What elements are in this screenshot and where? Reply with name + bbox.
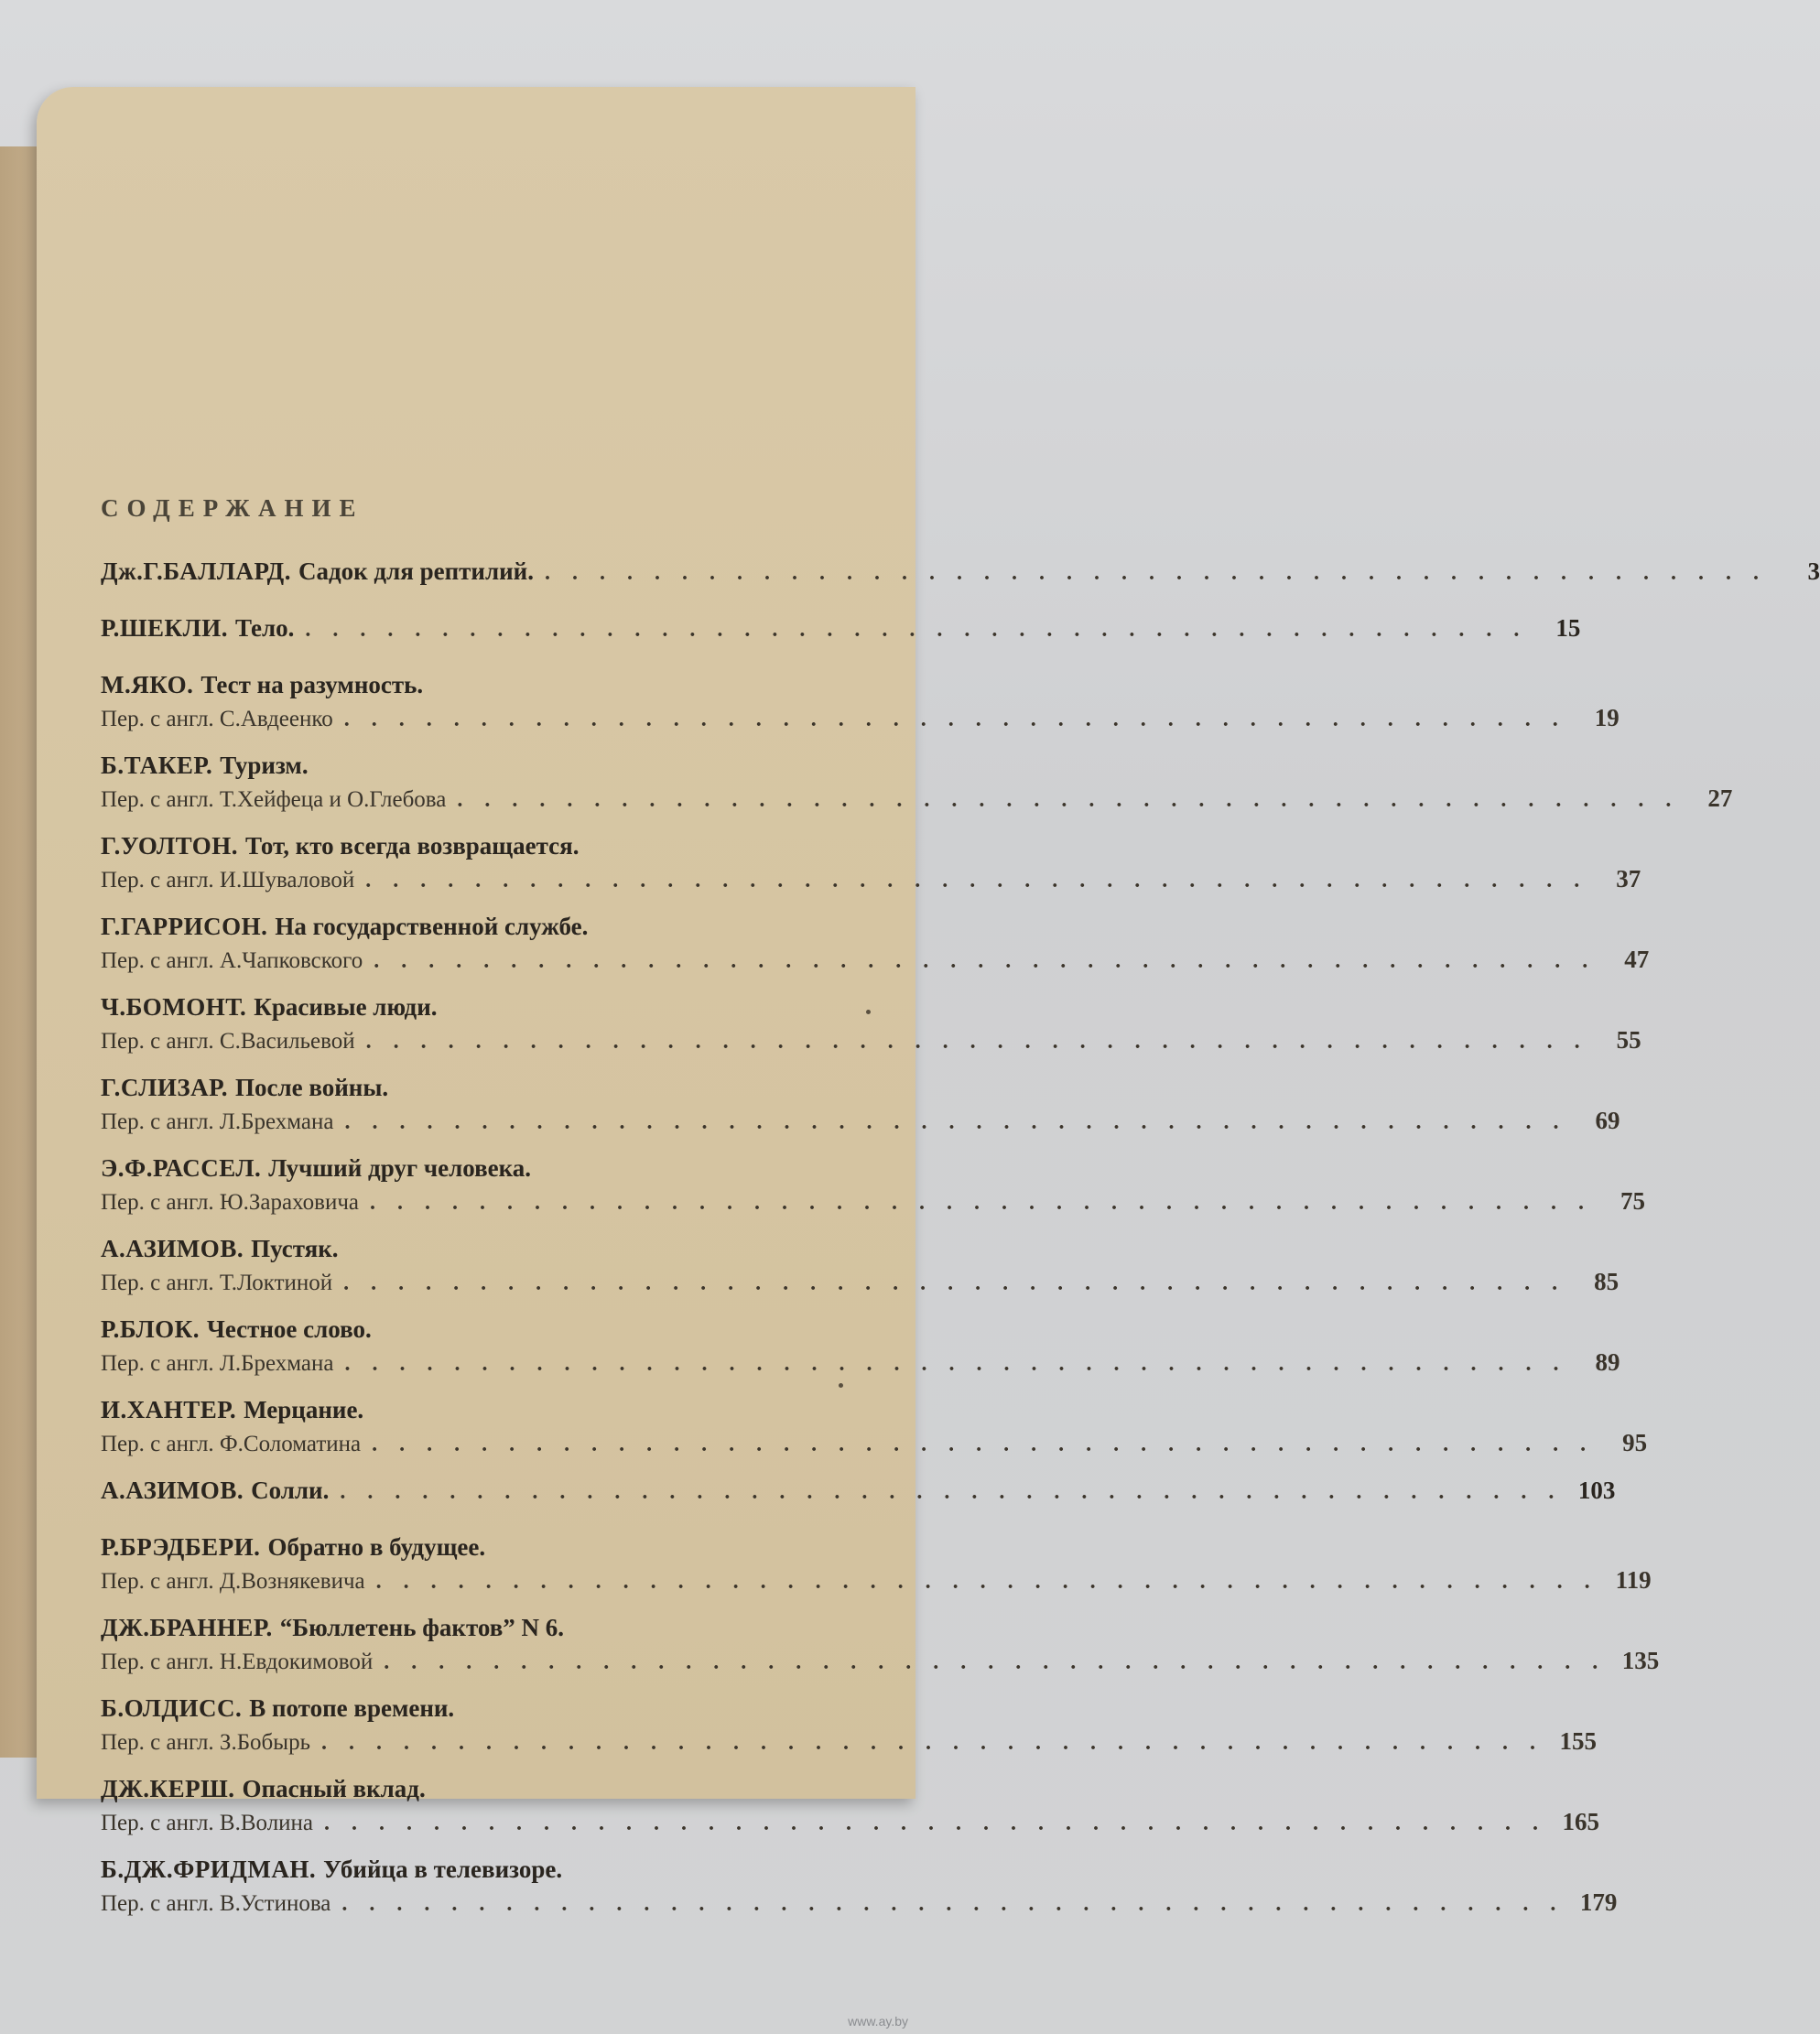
dot-leader: . . . . . . . . . . . . . . . . . . . . . . . . . . . . . . . . . . . . . . . . . . . . . bbox=[341, 1892, 1565, 1916]
toc-title-line bbox=[101, 1772, 833, 1805]
toc-title-line bbox=[101, 1232, 833, 1265]
toc-entry bbox=[101, 910, 1650, 990]
watermark: www.ay.by bbox=[848, 2014, 908, 2029]
toc-translator-line bbox=[101, 1023, 1641, 1056]
dot-leader: . . . . . . . . . . . . . . . . . . . . . . . . . . . . . . . . . . . . . . . . . . . . . bbox=[457, 788, 1680, 812]
toc-page-number: 179 bbox=[1579, 1888, 1618, 1916]
toc-author: Б.ДЖ.ФРИДМАН. bbox=[101, 1855, 317, 1883]
toc-entry bbox=[101, 611, 1581, 668]
toc-author: М.ЯКО. bbox=[101, 671, 194, 698]
toc-title-line bbox=[101, 1611, 833, 1644]
toc-title-line bbox=[101, 1531, 833, 1563]
toc-story-title: Тело. bbox=[234, 614, 295, 642]
toc-page-number: 75 bbox=[1620, 1187, 1645, 1215]
toc-title-line bbox=[101, 611, 1581, 644]
toc-entry bbox=[101, 1853, 1618, 1933]
toc-translator-line bbox=[101, 1725, 1597, 1758]
toc-page-number: 155 bbox=[1559, 1727, 1597, 1755]
toc-page-number: 37 bbox=[1616, 865, 1641, 893]
dot-leader: . . . . . . . . . . . . . . . . . . . . . . . . . . . . . . . . . . . . . . . . . . . . . bbox=[343, 708, 1566, 731]
toc-entry bbox=[101, 1393, 1648, 1474]
toc-translator-line bbox=[101, 782, 1733, 815]
toc-entry bbox=[101, 1071, 1620, 1152]
print-speck bbox=[866, 1010, 871, 1014]
toc-story-title: Садок для рептилий. bbox=[298, 557, 534, 585]
toc-story-title: Убийца в телевизоре. bbox=[323, 1855, 563, 1883]
toc-page-number: 55 bbox=[1616, 1026, 1641, 1054]
toc-translator: Пер. с англ. И.Шуваловой bbox=[101, 868, 355, 893]
dot-leader: . . . . . . . . . . . . . . . . . . . . . . . . . . . . . . . . . . . . . . . . . . . . . bbox=[365, 869, 1588, 893]
toc-page-number: 47 bbox=[1624, 946, 1650, 973]
dot-leader: . . . . . . . . . . . . . . . . . . . . . . . . . . . . . . . . . . . . . . . . . . . . . bbox=[374, 949, 1597, 973]
toc-title-line bbox=[101, 829, 833, 862]
toc-entry bbox=[101, 668, 1620, 749]
dot-leader: . . . . . . . . . . . . . . . . . . . . . . . . . . . . . . . . . . . . . . . . . . . . . bbox=[305, 618, 1528, 642]
toc-page-number: 3 bbox=[1807, 557, 1820, 585]
toc-story-title: Тест на разумность. bbox=[200, 671, 424, 698]
toc-page-number: 85 bbox=[1594, 1268, 1620, 1295]
toc-story-title: Мерцание. bbox=[244, 1396, 364, 1423]
toc-author: Г.СЛИЗАР. bbox=[101, 1074, 228, 1101]
toc-translator: Пер. с англ. Л.Брехмана bbox=[101, 1351, 334, 1376]
toc-entry bbox=[101, 990, 1641, 1071]
toc-translator-line bbox=[101, 1265, 1620, 1298]
toc-translator: Пер. с англ. Ю.Зараховича bbox=[101, 1190, 359, 1215]
toc-author: ДЖ.БРАННЕР. bbox=[101, 1614, 273, 1641]
toc-list bbox=[101, 555, 1820, 1933]
toc-entry bbox=[101, 1692, 1597, 1772]
toc-translator: Пер. с англ. Ф.Соломатина bbox=[101, 1432, 362, 1456]
toc-translator-line bbox=[101, 1805, 1600, 1838]
toc-author: А.АЗИМОВ. bbox=[101, 1477, 244, 1504]
toc-translator-line bbox=[101, 862, 1641, 895]
dot-leader: . . . . . . . . . . . . . . . . . . . . . . . . . . . . . . . . . . . . . . . . . . . . . bbox=[365, 1030, 1588, 1054]
toc-translator-line bbox=[101, 1426, 1648, 1459]
toc-story-title: На государственной службе. bbox=[275, 913, 589, 940]
toc-entry bbox=[101, 749, 1733, 829]
toc-story-title: Солли. bbox=[251, 1477, 330, 1504]
toc-author: Ч.БОМОНТ. bbox=[101, 993, 247, 1021]
dot-leader: . . . . . . . . . . . . . . . . . . . . . . . . . . . . . . . . . . . . . . . . . . . . . bbox=[320, 1731, 1544, 1755]
toc-entry bbox=[101, 1474, 1616, 1531]
dot-leader: . . . . . . . . . . . . . . . . . . . . . . . . . . . . . . . . . . . . . . . . . . . . . bbox=[544, 561, 1767, 585]
toc-title-line bbox=[101, 555, 1820, 588]
toc-author: Р.БЛОК. bbox=[101, 1315, 200, 1343]
table-of-contents bbox=[101, 494, 1820, 1933]
toc-translator: Пер. с англ. В.Устинова bbox=[101, 1891, 331, 1916]
toc-story-title: Обратно в будущее. bbox=[267, 1533, 486, 1561]
toc-title-line bbox=[101, 910, 833, 943]
dot-leader: . . . . . . . . . . . . . . . . . . . . . . . . . . . . . . . . . . . . . . . . . . . . . bbox=[384, 1650, 1607, 1674]
toc-author: Р.ШЕКЛИ. bbox=[101, 614, 228, 642]
dot-leader: . . . . . . . . . . . . . . . . . . . . . . . . . . . . . . . . . . . . . . . . . . . . . bbox=[372, 1433, 1595, 1456]
dot-leader: . . . . . . . . . . . . . . . . . . . . . . . . . . . . . . . . . . . . . . . . . . . . . bbox=[324, 1812, 1547, 1835]
toc-story-title: Туризм. bbox=[220, 752, 309, 779]
toc-entry bbox=[101, 829, 1641, 910]
toc-translator-line bbox=[101, 943, 1650, 976]
toc-story-title: Тот, кто всегда возвращается. bbox=[245, 832, 580, 860]
toc-page-number: 95 bbox=[1622, 1429, 1648, 1456]
toc-page-number: 19 bbox=[1594, 704, 1620, 731]
toc-translator-line bbox=[101, 701, 1620, 734]
dot-leader: . . . . . . . . . . . . . . . . . . . . . . . . . . . . . . . . . . . . . . . . . . . . . bbox=[370, 1191, 1592, 1215]
toc-translator: Пер. с англ. Т.Локтиной bbox=[101, 1271, 333, 1295]
toc-translator-line bbox=[101, 1886, 1618, 1919]
toc-title-line bbox=[101, 1474, 1616, 1507]
toc-page-number: 119 bbox=[1615, 1566, 1652, 1594]
toc-title-line bbox=[101, 1853, 833, 1886]
toc-title-line bbox=[101, 1393, 833, 1426]
toc-story-title: Опасный вклад. bbox=[242, 1775, 426, 1802]
toc-page-number: 27 bbox=[1707, 784, 1733, 812]
dot-leader: . . . . . . . . . . . . . . . . . . . . . . . . . . . . . . . . . . . . . . . . . . . . . bbox=[344, 1352, 1567, 1376]
toc-entry bbox=[101, 1531, 1652, 1611]
toc-translator: Пер. с англ. С.Авдеенко bbox=[101, 707, 333, 731]
toc-story-title: Пустяк. bbox=[251, 1235, 339, 1262]
toc-page-number: 15 bbox=[1555, 614, 1581, 642]
toc-author: Б.ОЛДИСС. bbox=[101, 1694, 243, 1722]
toc-translator: Пер. с англ. Т.Хейфеца и О.Глебова bbox=[101, 787, 447, 812]
toc-translator: Пер. с англ. В.Волина bbox=[101, 1811, 314, 1835]
toc-title-line bbox=[101, 749, 833, 782]
dot-leader: . . . . . . . . . . . . . . . . . . . . . . . . . . . . . . . . . . . . . . . . . . . . . bbox=[375, 1570, 1598, 1594]
toc-author: Дж.Г.БАЛЛАРД. bbox=[101, 557, 291, 585]
toc-translator-line bbox=[101, 1644, 1660, 1677]
toc-entry bbox=[101, 1152, 1645, 1232]
toc-translator: Пер. с англ. Н.Евдокимовой bbox=[101, 1650, 374, 1674]
toc-translator-line bbox=[101, 1346, 1620, 1379]
dot-leader: . . . . . . . . . . . . . . . . . . . . . . . . . . . . . . . . . . . . . . . . . . . . . bbox=[343, 1271, 1566, 1295]
toc-author: А.АЗИМОВ. bbox=[101, 1235, 244, 1262]
toc-title-line bbox=[101, 668, 833, 701]
toc-translator-line bbox=[101, 1563, 1652, 1596]
toc-page-number: 69 bbox=[1595, 1107, 1620, 1134]
toc-title-line bbox=[101, 990, 833, 1023]
toc-translator: Пер. с англ. З.Бобырь bbox=[101, 1730, 310, 1755]
toc-entry bbox=[101, 1232, 1620, 1313]
toc-author: Б.ТАКЕР. bbox=[101, 752, 213, 779]
toc-author: Г.ГАРРИСОН. bbox=[101, 913, 268, 940]
toc-translator: Пер. с англ. Д.Вознякевича bbox=[101, 1569, 365, 1594]
toc-title-line bbox=[101, 1313, 833, 1346]
toc-title-line bbox=[101, 1152, 833, 1185]
dot-leader: . . . . . . . . . . . . . . . . . . . . . . . . . . . . . . . . . . . . . . . . . . . . . bbox=[344, 1110, 1567, 1134]
toc-author: ДЖ.КЕРШ. bbox=[101, 1775, 235, 1802]
toc-entry bbox=[101, 1772, 1600, 1853]
toc-story-title: В потопе времени. bbox=[249, 1694, 455, 1722]
toc-translator-line bbox=[101, 1185, 1645, 1217]
toc-story-title: Лучший друг человека. bbox=[268, 1154, 532, 1182]
toc-page-number: 135 bbox=[1621, 1647, 1660, 1674]
toc-entry bbox=[101, 1313, 1620, 1393]
toc-translator-line bbox=[101, 1104, 1620, 1137]
toc-story-title: Красивые люди. bbox=[254, 993, 438, 1021]
toc-story-title: “Бюллетень фактов” N 6. bbox=[279, 1614, 565, 1641]
toc-translator: Пер. с англ. Л.Брехмана bbox=[101, 1109, 334, 1134]
toc-author: Э.Ф.РАССЕЛ. bbox=[101, 1154, 262, 1182]
toc-story-title: Честное слово. bbox=[207, 1315, 372, 1343]
toc-page-number: 103 bbox=[1577, 1477, 1616, 1504]
toc-translator: Пер. с англ. С.Васильевой bbox=[101, 1029, 355, 1054]
contents-heading: СОДЕРЖАНИЕ bbox=[101, 494, 364, 522]
print-speck bbox=[839, 1383, 843, 1388]
toc-translator: Пер. с англ. А.Чапковского bbox=[101, 948, 363, 973]
dot-leader: . . . . . . . . . . . . . . . . . . . . . . . . . . . . . . . . . . . . . . . . . . . . . bbox=[340, 1480, 1563, 1504]
toc-author: И.ХАНТЕР. bbox=[101, 1396, 237, 1423]
toc-page-number: 165 bbox=[1562, 1808, 1600, 1835]
toc-story-title: После войны. bbox=[234, 1074, 389, 1101]
toc-title-line bbox=[101, 1071, 833, 1104]
toc-entry bbox=[101, 1611, 1660, 1692]
toc-author: Р.БРЭДБЕРИ. bbox=[101, 1533, 261, 1561]
toc-author: Г.УОЛТОН. bbox=[101, 832, 239, 860]
toc-page-number: 89 bbox=[1595, 1348, 1620, 1376]
toc-entry bbox=[101, 555, 1820, 611]
toc-title-line bbox=[101, 1692, 833, 1725]
